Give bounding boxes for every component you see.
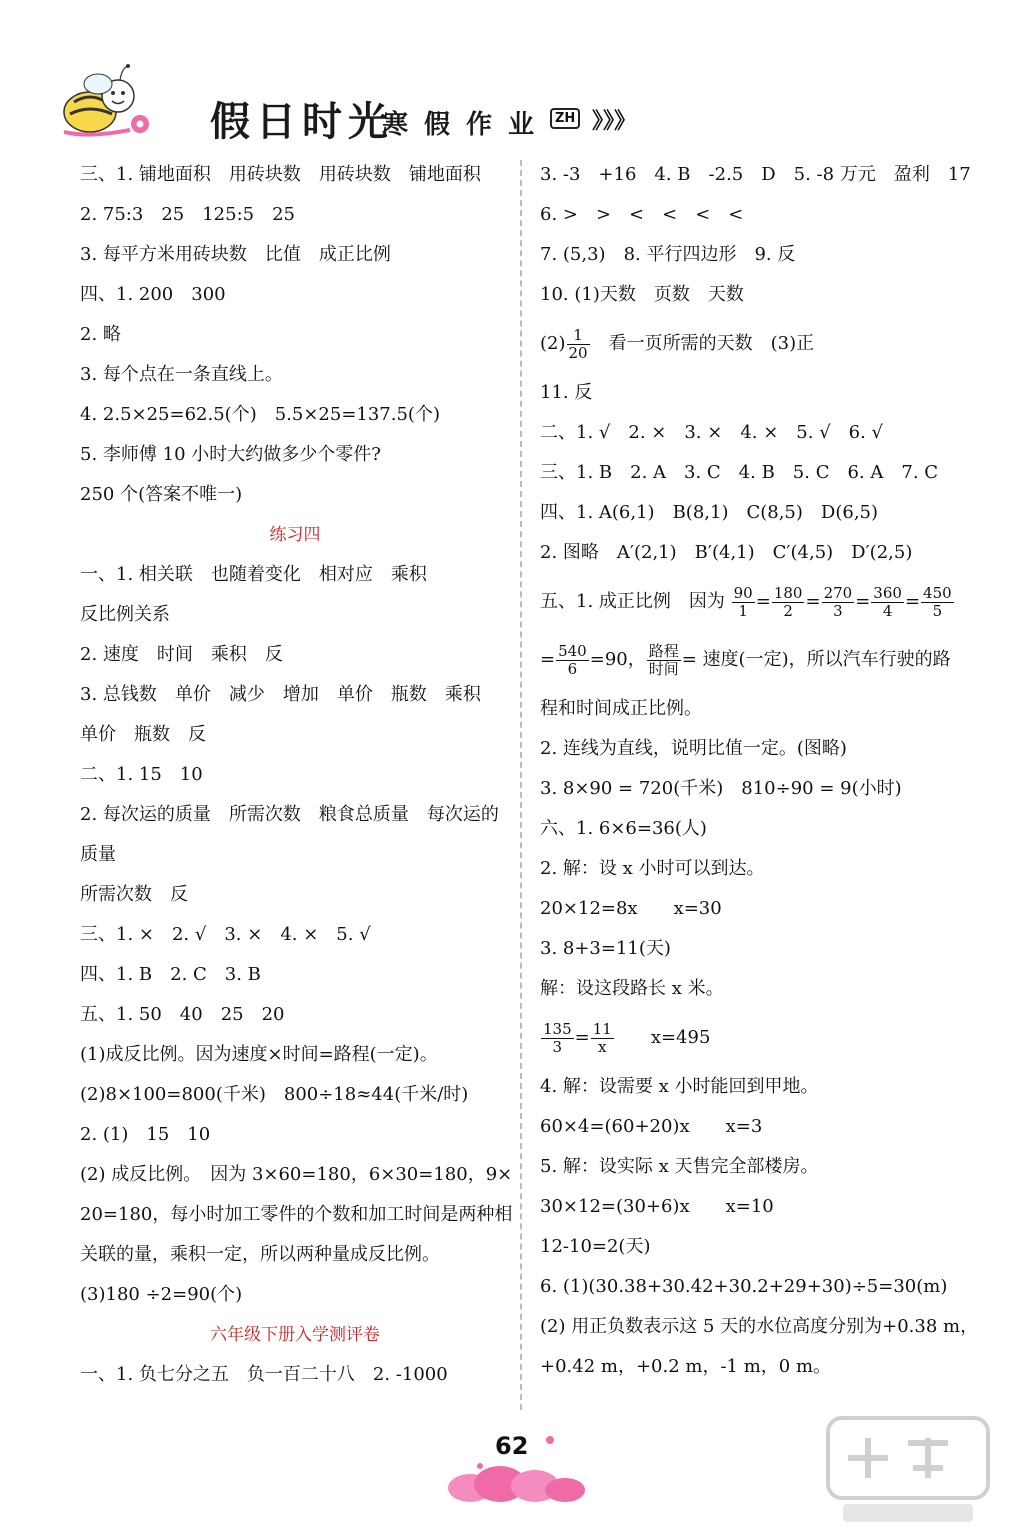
fraction-denominator: 3 (833, 601, 843, 620)
answer-line: 20×12=8x x=30 (540, 898, 722, 919)
answer-line: 6. > > < < < < (540, 204, 744, 225)
fraction-denominator: 5 (932, 601, 943, 620)
answer-line: 三、1. B 2. A 3. C 4. B 5. C 6. A 7. C (540, 462, 939, 483)
answer-line: 所需次数 反 (80, 884, 188, 905)
fraction-numerator: 90 (733, 583, 753, 602)
answer-line: 12-10=2(天) (540, 1236, 651, 1257)
answer-line: (3)180 ÷2=90(个) (80, 1284, 243, 1305)
fraction-denominator: 6 (567, 659, 578, 678)
page-header (60, 62, 637, 145)
answer-line: 2. 连线为直线，说明比值一定。(图略) (540, 738, 847, 759)
fraction-numerator: 540 (558, 641, 587, 660)
answer-line: 2. 图略 A′(2,1) B′(4,1) C′(4,5) D′(2,5) (540, 542, 913, 563)
answer-line: 2. 75:3 25 125:5 25 (80, 204, 295, 225)
answer-line: 6. (1)(30.38+30.42+30.2+29+30)÷5=30(m) (540, 1276, 948, 1297)
answer-line: 一、1. 负七分之五 负一百二十八 2. -1000 (80, 1364, 448, 1385)
book-title: 假日时光 (210, 99, 394, 145)
answer-line: 2. 解：设 x 小时可以到达。 (540, 858, 765, 879)
answer-line: 四、1. 200 300 (80, 284, 226, 305)
answer-line: +0.42 m，+0.2 m，-1 m，0 m。 (540, 1356, 832, 1377)
answer-line: 20=180，每小时加工零件的个数和加工时间是两种相 (80, 1204, 513, 1225)
answer-line: 关联的量，乘积一定，所以两种量成反比例。 (80, 1244, 440, 1265)
fraction-denominator: 时间 (648, 659, 679, 678)
fraction-numerator: 路程 (648, 641, 679, 660)
right-column (540, 155, 980, 1387)
book-subtitle: 寒假作业 (382, 110, 551, 140)
answer-text: = 速度(一定)，所以汽车行驶的路 (681, 649, 951, 670)
answer-line: 三、1. × 2. √ 3. × 4. × 5. √ (80, 924, 371, 945)
answer-line: 5. 解：设实际 x 天售完全部楼房。 (540, 1156, 819, 1177)
answer-line: 解：设这段路长 x 米。 (540, 978, 724, 999)
answer-line: 单价 瓶数 反 (80, 724, 206, 745)
column-divider (520, 160, 522, 1410)
fraction (732, 585, 755, 620)
answer-line: 三、1. 铺地面积 用砖块数 用砖块数 铺地面积 (80, 164, 481, 185)
fraction-numerator: 1 (567, 327, 590, 345)
fraction-denominator: 20 (568, 343, 588, 362)
answer-line: 30×12=(30+6)x x=10 (540, 1196, 774, 1217)
fraction (921, 585, 954, 620)
answer-line: 一、1. 相关联 也随着变化 相对应 乘积 (80, 564, 427, 585)
answer-line: 质量 (80, 844, 116, 865)
page-number: 62 (495, 1432, 529, 1460)
answer-text: 五、1. 成正比例 因为 (540, 591, 725, 612)
fraction (541, 1021, 574, 1056)
answer-line: 3. 8×90 = 720(千米) 810÷90 = 9(小时) (540, 778, 902, 799)
answer-line: 4. 解：设需要 x 小时能回到甲地。 (540, 1076, 819, 1097)
fraction-numerator: 450 (923, 583, 952, 602)
answer-line: 2. 每次运的质量 所需次数 粮食总质量 每次运的 (80, 804, 499, 825)
section-title: 六年级下册入学测评卷 (210, 1325, 380, 1345)
fraction-denominator: 2 (783, 601, 793, 620)
fraction (591, 1021, 614, 1056)
answer-line: 11. 反 (540, 382, 593, 403)
fraction-numerator: 11 (592, 1019, 612, 1038)
fraction-denominator: 4 (882, 601, 893, 620)
page-footer (440, 1426, 600, 1516)
answer-line: 3. 总钱数 单价 减少 增加 单价 瓶数 乘积 (80, 684, 481, 705)
answer-line: 五、1. 成正比例 因为 $\frac{90}{1}$ = $\frac{180}{2}$ = $\frac{270}{3}$ = $\frac{360}{4}$ = $\frac{450}{5}$ (540, 583, 952, 620)
answer-line: 五、1. 50 40 25 20 (80, 1004, 285, 1025)
answer-line: 3. -3 +16 4. B -2.5 D 5. -8 万元 盈利 17 (540, 164, 971, 185)
answer-line (540, 315, 980, 373)
fraction-numerator: 270 (823, 583, 853, 602)
bee-logo-icon (60, 62, 156, 140)
answer-line: 3. 每平方米用砖块数 比值 成正比例 (80, 244, 391, 265)
answer-line: 10. (1)天数 页数 天数 (540, 284, 744, 305)
answer-line: 程和时间成正比例。 (540, 698, 702, 719)
fraction (822, 585, 855, 620)
answer-line: = $\frac{540}{6}$ =90， $\frac{\text{路程}}{\text{时间}}$ = 速度(一定)，所以汽车行驶的路 (540, 641, 951, 678)
answer-line: $\frac{135}{3}$ = $\frac{11}{x}$ x=495 (543, 1019, 711, 1056)
answer-line: 反比例关系 (80, 604, 170, 625)
answer-line: 60×4=(60+20)x x=3 (540, 1116, 763, 1137)
answer-line: 3. 每个点在一条直线上。 (80, 364, 283, 385)
left-column (80, 155, 513, 1395)
answer-text: x=495 (650, 1027, 711, 1048)
fraction (556, 643, 589, 678)
answer-line: 六、1. 6×6=36(人) (540, 818, 707, 839)
chevrons-decoration: 》》》 (592, 109, 637, 134)
answer-text: 看一页所需的天数 (3)正 (608, 333, 815, 354)
answer-line: 2. (1) 15 10 (80, 1124, 211, 1145)
fraction (567, 327, 590, 362)
fraction (871, 585, 904, 620)
answer-text: (2) (540, 333, 566, 354)
fraction-numerator: 360 (873, 583, 902, 602)
answer-line: (2) 用正负数表示这 5 天的水位高度分别为+0.38 m， (540, 1316, 979, 1337)
section-title: 练习四 (269, 525, 321, 545)
answer-line: 3. 8+3=11(天) (540, 938, 671, 959)
answer-line: 二、1. 15 10 (80, 764, 203, 785)
answer-line: 2. 速度 时间 乘积 反 (80, 644, 283, 665)
answer-line: 二、1. √ 2. × 3. × 4. × 5. √ 6. √ (540, 422, 884, 443)
answer-line: 四、1. A(6,1) B(8,1) C(8,5) D(6,5) (540, 502, 879, 523)
answer-line: 7. (5,3) 8. 平行四边形 9. 反 (540, 244, 796, 265)
answer-line: (1)成反比例。因为速度×时间=路程(一定)。 (80, 1044, 438, 1065)
answer-line: 5. 李师傅 10 小时大约做多少个零件? (80, 444, 381, 465)
fraction-numerator: 135 (543, 1019, 572, 1038)
watermark-logo-icon (823, 1408, 993, 1528)
answer-line: 四、1. B 2. C 3. B (80, 964, 261, 985)
fraction-denominator: 3 (552, 1037, 563, 1056)
answer-line: 4. 2.5×25=62.5(个) 5.5×25=137.5(个) (80, 404, 440, 425)
answer-line: 2. 略 (80, 324, 121, 345)
fraction (647, 643, 681, 678)
edition-badge: ZH (550, 108, 580, 129)
fraction-denominator: x (598, 1037, 607, 1056)
fraction-denominator: 1 (738, 601, 748, 620)
answer-line: (2) 成反比例。 因为 3×60=180，6×30=180，9× (80, 1164, 513, 1185)
fraction-numerator: 180 (773, 583, 803, 602)
fraction (772, 585, 805, 620)
answer-line: 250 个(答案不唯一) (80, 484, 243, 505)
answer-line: (2)8×100=800(千米) 800÷18≈44(千米/时) (80, 1084, 469, 1105)
answer-text: =90， (589, 649, 646, 670)
